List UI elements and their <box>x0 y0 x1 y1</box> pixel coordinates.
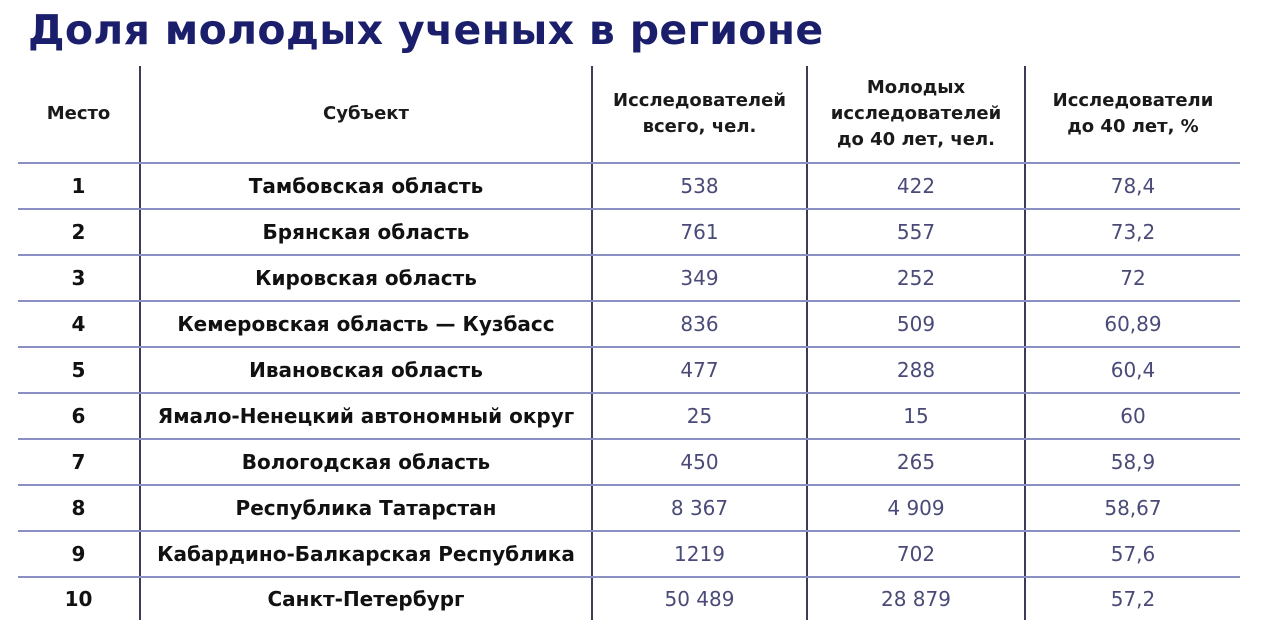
header-total-researchers <box>592 66 807 163</box>
cell-total-researchers: 25 <box>592 393 807 439</box>
cell-place: 2 <box>18 209 140 255</box>
cell-place: 9 <box>18 531 140 577</box>
cell-place: 3 <box>18 255 140 301</box>
table-row <box>18 531 1240 577</box>
header-pct-line2: до 40 лет, % <box>1067 116 1199 137</box>
header-young-share <box>1025 66 1240 163</box>
cell-young-researchers: 4 909 <box>807 485 1025 531</box>
cell-total-researchers: 477 <box>592 347 807 393</box>
cell-young-share: 58,67 <box>1025 485 1240 531</box>
cell-total-researchers: 761 <box>592 209 807 255</box>
cell-subject: Кемеровская область — Кузбасс <box>140 301 592 347</box>
cell-young-share: 57,6 <box>1025 531 1240 577</box>
cell-total-researchers: 50 489 <box>592 577 807 620</box>
cell-young-researchers: 15 <box>807 393 1025 439</box>
header-place: Место <box>18 66 140 163</box>
table-row <box>18 255 1240 301</box>
table-row <box>18 301 1240 347</box>
cell-young-share: 58,9 <box>1025 439 1240 485</box>
cell-subject: Санкт-Петербург <box>140 577 592 620</box>
cell-total-researchers: 349 <box>592 255 807 301</box>
header-pct-line1: Исследователи <box>1052 90 1214 111</box>
cell-young-share: 73,2 <box>1025 209 1240 255</box>
cell-place: 7 <box>18 439 140 485</box>
header-young-line2: исследователей <box>830 103 1002 124</box>
cell-place: 1 <box>18 163 140 209</box>
ranking-table <box>18 66 1240 620</box>
cell-subject: Ямало-Ненецкий автономный округ <box>140 393 592 439</box>
cell-subject: Республика Татарстан <box>140 485 592 531</box>
cell-total-researchers: 538 <box>592 163 807 209</box>
cell-young-share: 78,4 <box>1025 163 1240 209</box>
cell-subject: Вологодская область <box>140 439 592 485</box>
cell-young-researchers: 28 879 <box>807 577 1025 620</box>
cell-place: 5 <box>18 347 140 393</box>
table-body <box>18 163 1240 620</box>
cell-young-researchers: 557 <box>807 209 1025 255</box>
cell-subject: Ивановская область <box>140 347 592 393</box>
table-row <box>18 347 1240 393</box>
page-title: Доля молодых ученых в регионе <box>28 6 824 54</box>
table-row <box>18 393 1240 439</box>
cell-place: 4 <box>18 301 140 347</box>
cell-subject: Кировская область <box>140 255 592 301</box>
cell-total-researchers: 836 <box>592 301 807 347</box>
cell-young-researchers: 702 <box>807 531 1025 577</box>
cell-place: 6 <box>18 393 140 439</box>
table-row <box>18 209 1240 255</box>
header-total-line2: всего, чел. <box>642 116 757 137</box>
header-young-researchers <box>807 66 1025 163</box>
cell-young-researchers: 252 <box>807 255 1025 301</box>
header-total-line1: Исследователей <box>613 90 786 111</box>
cell-young-researchers: 265 <box>807 439 1025 485</box>
cell-subject: Брянская область <box>140 209 592 255</box>
table-row <box>18 577 1240 620</box>
cell-young-researchers: 422 <box>807 163 1025 209</box>
table-row <box>18 439 1240 485</box>
cell-place: 8 <box>18 485 140 531</box>
table-row <box>18 163 1240 209</box>
header-subject: Субъект <box>140 66 592 163</box>
header-young-line3: до 40 лет, чел. <box>836 129 995 150</box>
cell-subject: Кабардино-Балкарская Республика <box>140 531 592 577</box>
cell-young-share: 57,2 <box>1025 577 1240 620</box>
cell-young-researchers: 288 <box>807 347 1025 393</box>
cell-subject: Тамбовская область <box>140 163 592 209</box>
cell-young-share: 60,89 <box>1025 301 1240 347</box>
cell-place: 10 <box>64 587 93 611</box>
cell-total-researchers: 450 <box>592 439 807 485</box>
cell-young-researchers: 509 <box>807 301 1025 347</box>
cell-total-researchers: 8 367 <box>592 485 807 531</box>
table-header-row <box>18 66 1240 163</box>
cell-young-share: 60 <box>1025 393 1240 439</box>
table-row <box>18 485 1240 531</box>
cell-total-researchers: 1219 <box>592 531 807 577</box>
header-young-line1: Молодых <box>866 77 966 98</box>
cell-young-share: 72 <box>1025 255 1240 301</box>
cell-young-share: 60,4 <box>1025 347 1240 393</box>
